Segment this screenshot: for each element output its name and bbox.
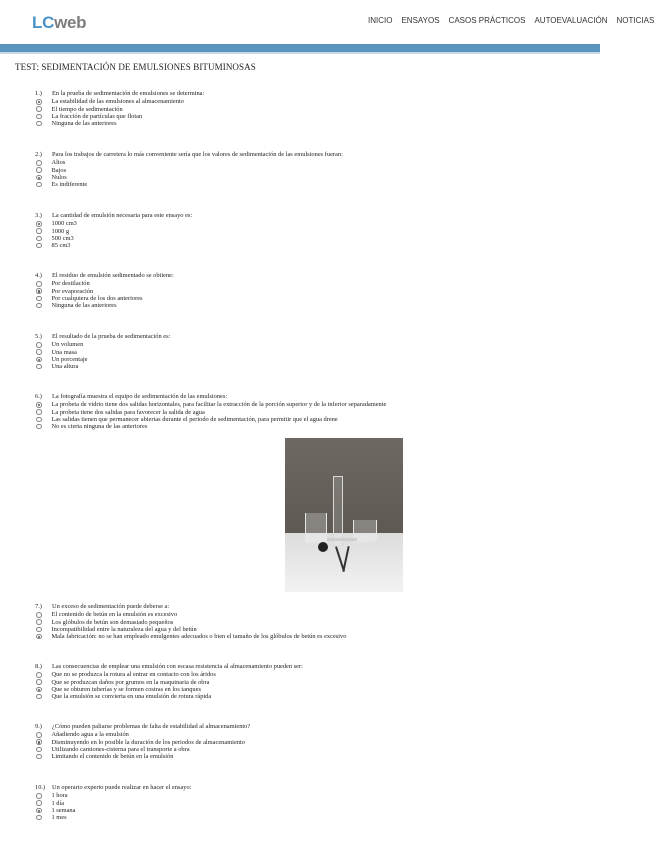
answer-label: Un volumen [51,341,84,349]
answer-option[interactable] [36,633,575,640]
answer-option[interactable] [36,409,575,416]
answer-label: 1000 g [51,227,70,235]
answer-option[interactable] [36,739,575,746]
answer-option[interactable] [36,235,575,242]
answer-option[interactable] [36,159,575,166]
question-number: 6.) [35,393,42,400]
radio-button[interactable] [36,182,42,188]
answer-label: 1 mes [51,814,67,822]
answer-option[interactable] [36,679,575,686]
radio-button[interactable] [36,296,42,302]
question-text: Las consecuencias de emplear una emulsión con escasa resistencia al almacenamiento pueden ser: [52,663,303,670]
radio-button[interactable] [36,228,42,234]
radio-button[interactable] [36,121,42,127]
answer-option[interactable] [36,120,575,127]
radio-button[interactable] [36,160,42,166]
answer-option[interactable] [36,288,575,295]
header-band [0,44,600,52]
question-header [35,212,575,219]
answer-label: Ninguna de las anteriores [51,302,117,310]
answer-option[interactable] [36,731,575,738]
question-number: 7.) [35,603,42,610]
answer-option[interactable] [36,113,575,120]
answer-option[interactable] [36,807,575,814]
question-text: El residuo de emulsión sedimentado se obtiene: [52,272,174,279]
radio-button[interactable] [36,221,42,227]
answer-option[interactable] [36,686,575,693]
answer-option[interactable] [36,814,575,821]
radio-button[interactable] [36,349,42,355]
answer-label: 85 cm3 [51,242,71,250]
radio-button[interactable] [36,747,42,753]
question-text: La fotografía muestra el equipo de sedimentación de las emulsiones: [52,393,228,400]
answer-label: Un porcentaje [51,355,88,363]
answer-option[interactable] [36,181,575,188]
radio-button[interactable] [36,793,42,799]
question-10 [35,784,575,821]
question-3 [35,212,575,249]
question-header [35,723,575,730]
answer-label: 1 semana [51,806,76,814]
answer-option[interactable] [36,753,575,760]
question-header [35,151,575,158]
radio-button[interactable] [36,732,42,738]
answer-label: Que la emulsión se convierta en una emulsión de rotura rápida [51,693,212,701]
radio-button[interactable] [36,236,42,242]
answer-label: Las salidas tienen que permanecer abiertas durante el periodo de sedimentación, para permitir que el agua drene [51,415,338,423]
answer-option[interactable] [36,611,575,618]
header-band-shadow [0,52,600,54]
answer-label: Mala fabricación: no se han empleado emulgentes adecuados o bien el tamaño de los glóbulos de betún es excesivo [51,633,347,641]
radio-button[interactable] [36,409,42,415]
answer-label: No es cierta ninguna de las anteriores [51,423,148,431]
answer-option[interactable] [36,228,575,235]
question-number: 4.) [35,272,42,279]
question-text: ¿Cómo pueden paliarse problemas de falta de estabilidad al almacenamiento? [52,723,251,730]
question-text: Para los trabajos de carretera lo más conveniente sería que los valores de sedimentación de las emulsiones fueran: [52,151,343,158]
answer-option[interactable] [36,174,575,181]
radio-button[interactable] [36,114,42,120]
answer-option[interactable] [36,671,575,678]
radio-button[interactable] [36,357,42,363]
answer-label: Por evaporación [51,287,94,295]
answer-option[interactable] [36,363,575,370]
answer-option[interactable] [36,792,575,799]
main-nav [368,16,654,25]
radio-button[interactable] [36,694,42,700]
answer-label: Limitando el contenido de betún en la emulsión [51,753,174,761]
answer-label: Que se produzcan daños por grumos en la maquinaria de obra [51,678,210,686]
question-text: El resultado de la prueba de sedimentación es: [52,333,171,340]
question-header [35,90,575,97]
question-text: Un operario experto puede realizar en hacer el ensayo: [52,784,192,791]
question-text: La cantidad de emulsión necesaria para este ensayo es: [52,212,193,219]
radio-button[interactable] [36,619,42,625]
answer-option[interactable] [36,295,575,302]
nav-item-ensayos[interactable]: ENSAYOS [401,16,440,25]
site-logo[interactable] [32,13,86,33]
question-1 [35,90,575,127]
question-number: 1.) [35,90,42,97]
question-number: 9.) [35,723,42,730]
logo-lc: LC [32,13,55,32]
answer-label: Los glóbulos de betún son demasiado pequeños [51,618,174,626]
radio-button[interactable] [36,627,42,633]
radio-button[interactable] [36,634,42,640]
answer-label: La probeta tiene dos salidas para favorecer la salida de agua [51,408,205,416]
answer-label: Que no se produzca la rotura al entrar en contacto con los áridos [51,671,216,679]
answer-option[interactable] [36,356,575,363]
answer-label: Por destilación [51,280,90,288]
answer-option[interactable] [36,746,575,753]
answer-label: Utilizando camiones-cisterna para el transporte a obra [51,745,190,753]
radio-button[interactable] [36,175,42,181]
answer-label: Altos [51,159,66,167]
answer-option[interactable] [36,106,575,113]
question-header [35,603,575,610]
answer-label: Añadiendo agua a la emulsión [51,731,129,739]
logo-web: web [54,13,87,32]
answer-label: 1 día [51,799,65,807]
radio-button[interactable] [36,424,42,430]
answer-option[interactable] [36,423,575,430]
answer-label: El contenido de betún en la emulsión es excesivo [51,611,178,619]
radio-button[interactable] [36,243,42,249]
radio-button[interactable] [36,800,42,806]
page-title: TEST: SEDIMENTACIÓN DE EMULSIONES BITUMINOSAS [15,62,256,72]
question-5 [35,333,575,370]
radio-button[interactable] [36,672,42,678]
radio-button[interactable] [36,815,42,821]
nav-item-noticias[interactable]: NOTICIAS [616,16,654,25]
radio-button[interactable] [36,281,42,287]
nav-item-autoevaluacion[interactable]: AUTOEVALUACIÓN [534,16,608,25]
question-header [35,333,575,340]
answer-option[interactable] [36,242,575,249]
answer-label: La estabilidad de las emulsiones al almacenamiento [51,98,184,106]
question-9 [35,723,575,760]
answer-option[interactable] [36,800,575,807]
answer-option[interactable] [36,349,575,356]
question-number: 10.) [35,784,46,791]
answer-label: Ninguna de las anteriores [51,120,117,128]
radio-button[interactable] [36,808,42,814]
radio-button[interactable] [36,99,42,105]
radio-button[interactable] [36,167,42,173]
radio-button[interactable] [36,754,42,760]
radio-button[interactable] [36,303,42,309]
nav-item-casos-practicos[interactable]: CASOS PRÁCTICOS [448,16,526,25]
question-header [35,784,575,791]
answer-option[interactable] [36,220,575,227]
radio-button[interactable] [36,687,42,693]
question-header [35,393,575,400]
answer-label: Que se obturen tuberías y se formen costras en los tanques [51,685,201,693]
nav-item-inicio[interactable]: INICIO [368,16,393,25]
answer-label: Disminuyendo en lo posible la duración de los periodos de almacenamiento [51,738,245,746]
answer-option[interactable] [36,619,575,626]
answer-label: 500 cm3 [51,234,74,242]
question-7 [35,603,575,640]
question-header [35,272,575,279]
radio-button[interactable] [36,739,42,745]
answer-label: 1000 cm3 [51,220,77,228]
question-text: En la prueba de sedimentación de emulsiones se determina: [52,90,205,97]
question-number: 8.) [35,663,42,670]
answer-option[interactable] [36,693,575,700]
radio-button[interactable] [36,106,42,112]
radio-button[interactable] [36,679,42,685]
answer-label: Una masa [51,348,77,356]
answer-label: Incompatibilidad entre la naturaleza del agua y del betún [51,625,197,633]
answer-option[interactable] [36,280,575,287]
answer-label: La fracción de partículas que flotan [51,112,143,120]
answer-option[interactable] [36,98,575,105]
question-4 [35,272,575,309]
answer-label: Una altura [51,363,79,371]
answer-label: La probeta de vidrio tiene dos salidas horizontales, para facilitar la extracción de la porción superior y de la inferior separadamente [51,401,387,409]
answer-label: 1 hora [51,792,68,800]
radio-button[interactable] [36,612,42,618]
question-number: 5.) [35,333,42,340]
answer-option[interactable] [36,341,575,348]
radio-button[interactable] [36,288,42,294]
answer-label: Por cualquiera de los dos anteriores [51,294,143,302]
answer-option[interactable] [36,302,575,309]
radio-button[interactable] [36,364,42,370]
answer-label: Bajos [51,166,67,174]
sedimentation-equipment-photo [285,438,403,592]
site-header [0,0,654,44]
radio-button[interactable] [36,342,42,348]
question-2 [35,151,575,188]
answer-option[interactable] [36,167,575,174]
answer-label: El tiempo de sedimentación [51,105,123,113]
question-text: Un exceso de sedimentación puede deberse a: [52,603,170,610]
answer-option[interactable] [36,416,575,423]
radio-button[interactable] [36,402,42,408]
question-number: 2.) [35,151,42,158]
question-6 [35,393,575,430]
answer-label: Nulos [51,173,67,181]
question-header [35,663,575,670]
radio-button[interactable] [36,417,42,423]
answer-label: Es indiferente [51,181,88,189]
question-number: 3.) [35,212,42,219]
answer-option[interactable] [36,626,575,633]
question-8 [35,663,575,700]
answer-option[interactable] [36,401,575,408]
